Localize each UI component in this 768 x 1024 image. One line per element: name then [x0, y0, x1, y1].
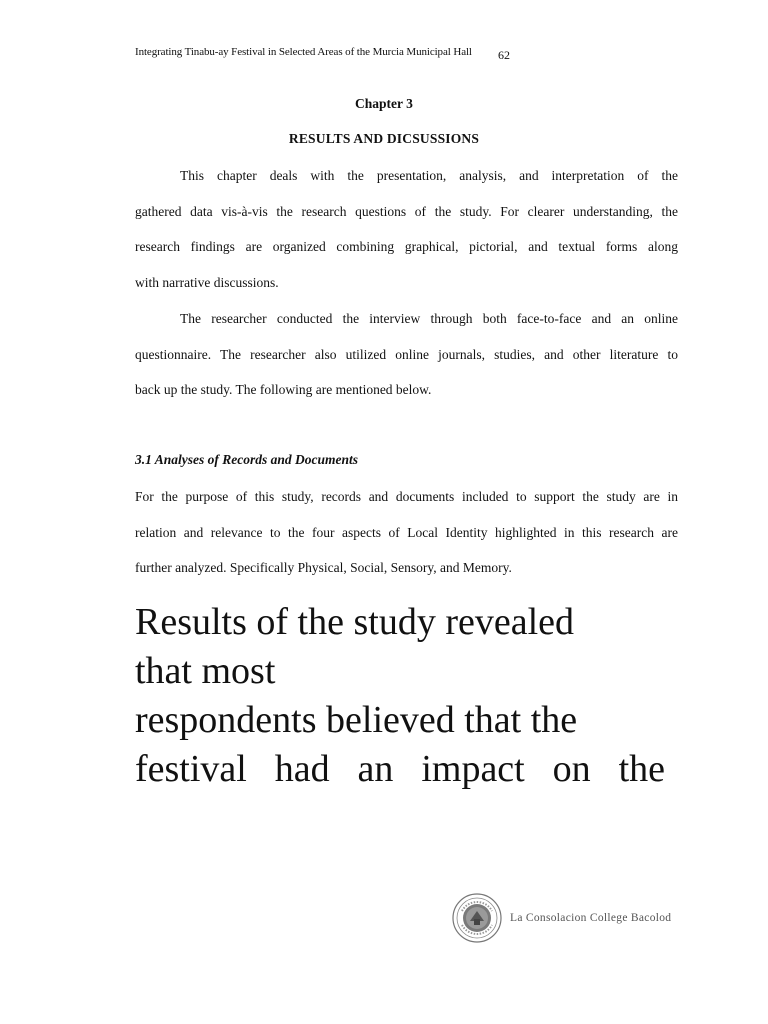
paragraph-line: relation and relevance to the four aspects of Local Identity highlighted in this research are — [135, 524, 678, 540]
enlarged-text-block — [135, 598, 665, 794]
paragraph-line: with narrative discussions. — [135, 274, 279, 290]
paragraph-line: gathered data vis-à-vis the research questions of the study. For clearer understanding, the — [135, 203, 678, 219]
college-seal-icon — [452, 893, 502, 943]
page-number: 62 — [498, 48, 510, 62]
enlarged-line: Results of the study revealed — [135, 601, 575, 643]
paragraph-line: back up the study. The following are mentioned below. — [135, 382, 432, 398]
chapter-label: Chapter 3 — [355, 96, 413, 111]
section-paragraph — [135, 479, 678, 586]
enlarged-line: respondents believed that the — [135, 699, 578, 741]
paragraph-line: The researcher conducted the interview through both face-to-face and an online — [180, 311, 678, 326]
enlarged-line: that most — [135, 650, 276, 692]
paragraph-line: research findings are organized combining graphical, pictorial, and textual forms along — [135, 239, 678, 255]
running-header: Integrating Tinabu-ay Festival in Selected Areas of the Murcia Municipal Hall — [135, 46, 472, 58]
section-heading: 3.1 Analyses of Records and Documents — [135, 452, 359, 467]
intro-paragraph — [135, 158, 678, 300]
chapter-title: RESULTS AND DICSUSSIONS — [288, 131, 480, 146]
paragraph-line: further analyzed. Specifically Physical, Social, Sensory, and Memory. — [135, 560, 512, 576]
paragraph-line: For the purpose of this study, records and documents included to support the study are in — [135, 489, 678, 504]
paragraph-line: This chapter deals with the presentation, analysis, and interpretation of the — [180, 168, 678, 183]
paragraph-line: questionnaire. The researcher also utilized online journals, studies, and other literature to — [135, 346, 678, 362]
footer — [452, 893, 671, 943]
method-paragraph — [135, 301, 678, 408]
institution-name: La Consolacion College Bacolod — [510, 912, 672, 924]
enlarged-line: festival had an impact on the — [135, 748, 665, 790]
